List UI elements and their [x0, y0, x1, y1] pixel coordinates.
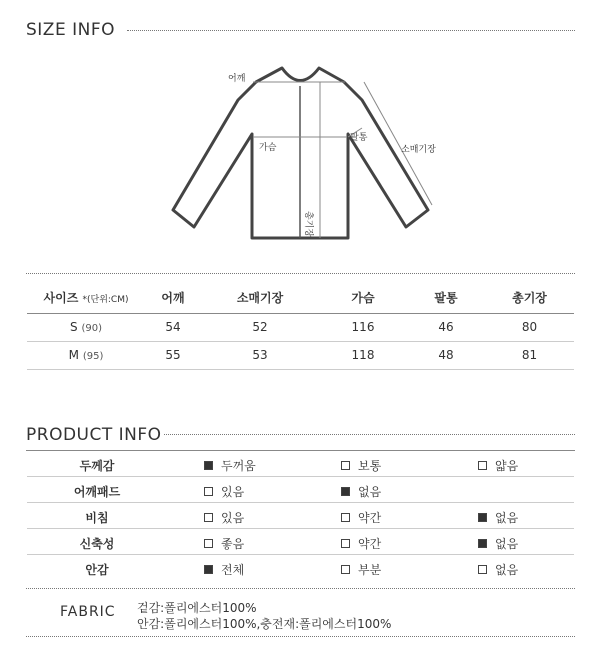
- fabric-label: FABRIC: [60, 604, 116, 620]
- shoulder-cell: 55: [145, 341, 201, 369]
- total-cell: 80: [485, 313, 574, 341]
- size-info-title: SIZE INFO: [26, 20, 115, 40]
- option-thick[interactable]: 두꺼움: [204, 457, 256, 474]
- checkbox-icon: [204, 487, 213, 496]
- fabric-bottom-divider: [26, 636, 575, 637]
- product-row-stretch: [27, 529, 574, 555]
- chest-cell: 116: [319, 313, 407, 341]
- label-total: 총기장: [303, 211, 313, 238]
- header-size: 사이즈 *(단위:CM): [27, 283, 145, 313]
- header-shoulder: 어깨: [145, 283, 201, 313]
- checkbox-icon: [204, 513, 213, 522]
- option-no[interactable]: 없음: [478, 535, 518, 552]
- checkbox-icon: [341, 513, 350, 522]
- checkbox-icon: [478, 539, 487, 548]
- row-label: 신축성: [79, 537, 115, 551]
- header-total: 총기장: [485, 283, 574, 313]
- sleeve-cell: 53: [201, 341, 319, 369]
- option-no[interactable]: 없음: [341, 483, 381, 500]
- size-divider: [26, 273, 575, 274]
- fabric-top-divider: [26, 588, 575, 589]
- option-good[interactable]: 좋음: [204, 535, 244, 552]
- product-row-shoulder-pad: [27, 477, 574, 503]
- label-shoulder: 어깨: [228, 74, 246, 84]
- checkbox-icon: [478, 461, 487, 470]
- size-table: [27, 283, 574, 370]
- header-sleeve: 소매기장: [201, 283, 319, 313]
- size-cell: S (90): [27, 313, 145, 341]
- row-label: 비침: [85, 511, 109, 525]
- product-row-sheer: [27, 503, 574, 529]
- checkbox-icon: [204, 539, 213, 548]
- product-info-title: PRODUCT INFO: [26, 425, 162, 445]
- product-row-lining: [27, 555, 574, 581]
- unit-note: *(단위:CM): [82, 295, 129, 306]
- checkbox-icon: [204, 565, 213, 574]
- checkbox-icon: [341, 461, 350, 470]
- checkbox-icon: [341, 565, 350, 574]
- option-partial[interactable]: 부분: [341, 561, 381, 578]
- chest-cell: 118: [319, 341, 407, 369]
- option-normal[interactable]: 보통: [341, 457, 381, 474]
- checkbox-icon: [478, 513, 487, 522]
- checkbox-icon: [341, 487, 350, 496]
- label-chest: 가슴: [259, 143, 277, 153]
- title-divider: [127, 30, 575, 31]
- table-row: [27, 313, 574, 341]
- arm-cell: 46: [407, 313, 485, 341]
- option-thin[interactable]: 얇음: [478, 457, 518, 474]
- checkbox-icon: [341, 539, 350, 548]
- header-arm: 팔통: [407, 283, 485, 313]
- checkbox-icon: [204, 461, 213, 470]
- product-row-thickness: [27, 451, 574, 477]
- option-slight[interactable]: 약간: [341, 535, 381, 552]
- total-cell: 81: [485, 341, 574, 369]
- option-full[interactable]: 전체: [204, 561, 244, 578]
- row-label: 어깨패드: [73, 485, 121, 499]
- table-row: [27, 341, 574, 369]
- fabric-lining: 안감:폴리에스터100%,충전재:폴리에스터100%: [137, 617, 392, 631]
- label-sleeve: 소매기장: [401, 145, 436, 155]
- label-arm: 팔통: [350, 133, 368, 143]
- option-no[interactable]: 없음: [478, 509, 518, 526]
- garment-diagram: [0, 50, 600, 300]
- row-label: 두께감: [79, 459, 115, 473]
- checkbox-icon: [478, 565, 487, 574]
- size-cell: M (95): [27, 341, 145, 369]
- sleeve-cell: 52: [201, 313, 319, 341]
- header-chest: 가슴: [319, 283, 407, 313]
- row-label: 안감: [85, 563, 109, 577]
- fabric-outer: 겉감:폴리에스터100%: [137, 601, 257, 615]
- arm-cell: 48: [407, 341, 485, 369]
- size-table-header: [27, 283, 574, 313]
- product-title-divider: [164, 434, 575, 435]
- shoulder-cell: 54: [145, 313, 201, 341]
- option-yes[interactable]: 있음: [204, 483, 244, 500]
- option-slight[interactable]: 약간: [341, 509, 381, 526]
- option-none[interactable]: 없음: [478, 561, 518, 578]
- option-yes[interactable]: 있음: [204, 509, 244, 526]
